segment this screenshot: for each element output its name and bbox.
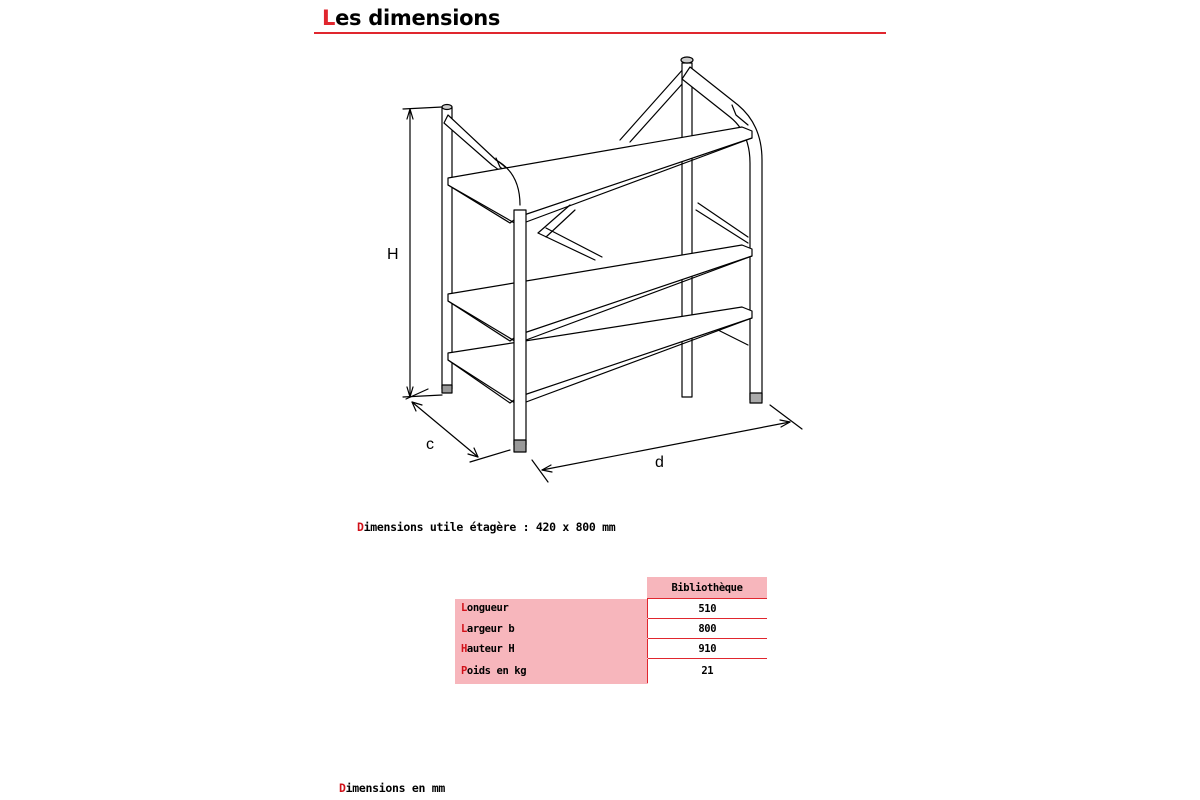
back-brace <box>620 67 685 140</box>
row-label-initial: L <box>461 602 467 615</box>
shelf-top <box>448 127 752 229</box>
dimensions-table <box>455 577 767 684</box>
row-label-initial: P <box>461 665 467 677</box>
row-label-text: auteur H <box>466 642 515 655</box>
page-title <box>322 6 500 30</box>
table-header-row <box>455 577 767 599</box>
row-value-hauteur: 910 <box>647 639 767 659</box>
back-left-post <box>442 107 452 389</box>
table-row <box>455 599 767 619</box>
dimension-label-c: c <box>426 436 434 453</box>
row-label-initial: L <box>461 622 467 635</box>
row-label-poids <box>455 659 647 684</box>
row-label-text: oids en kg <box>466 665 527 677</box>
column-header-bibliotheque: Bibliothèque <box>647 577 767 599</box>
front-left-post <box>514 210 526 445</box>
units-note-initial: D <box>339 781 346 795</box>
dimension-label-d: d <box>655 454 664 471</box>
row-label-initial: H <box>461 642 467 655</box>
row-value-longueur: 510 <box>647 599 767 619</box>
row-label-largeur <box>455 619 647 639</box>
back-right-post <box>682 63 692 397</box>
useful-note-text: imensions utile étagère : 420 x 800 mm <box>363 520 616 534</box>
table-corner-cell <box>455 577 647 599</box>
row-label-longueur <box>455 599 647 619</box>
right-arch <box>682 67 762 400</box>
table-row <box>455 659 767 684</box>
row-value-largeur: 800 <box>647 619 767 639</box>
title-bar <box>314 4 886 34</box>
dimension-label-h: H <box>387 246 399 263</box>
units-note-text: imensions en mm <box>345 781 445 795</box>
row-label-text: ongueur <box>466 602 509 615</box>
useful-note-initial: D <box>357 520 364 534</box>
table-row <box>455 619 767 639</box>
dimension-line-d <box>542 422 790 470</box>
row-value-poids: 21 <box>647 659 767 684</box>
page-title-initial: L <box>322 6 336 30</box>
page-title-text: es dimensions <box>335 6 501 30</box>
units-note <box>339 781 445 795</box>
dimension-line-c <box>412 402 478 457</box>
table-row <box>455 639 767 659</box>
row-label-text: argeur b <box>466 622 515 635</box>
useful-dimensions-note <box>357 520 615 534</box>
shelf-diagram <box>370 45 810 490</box>
row-label-hauteur <box>455 639 647 659</box>
